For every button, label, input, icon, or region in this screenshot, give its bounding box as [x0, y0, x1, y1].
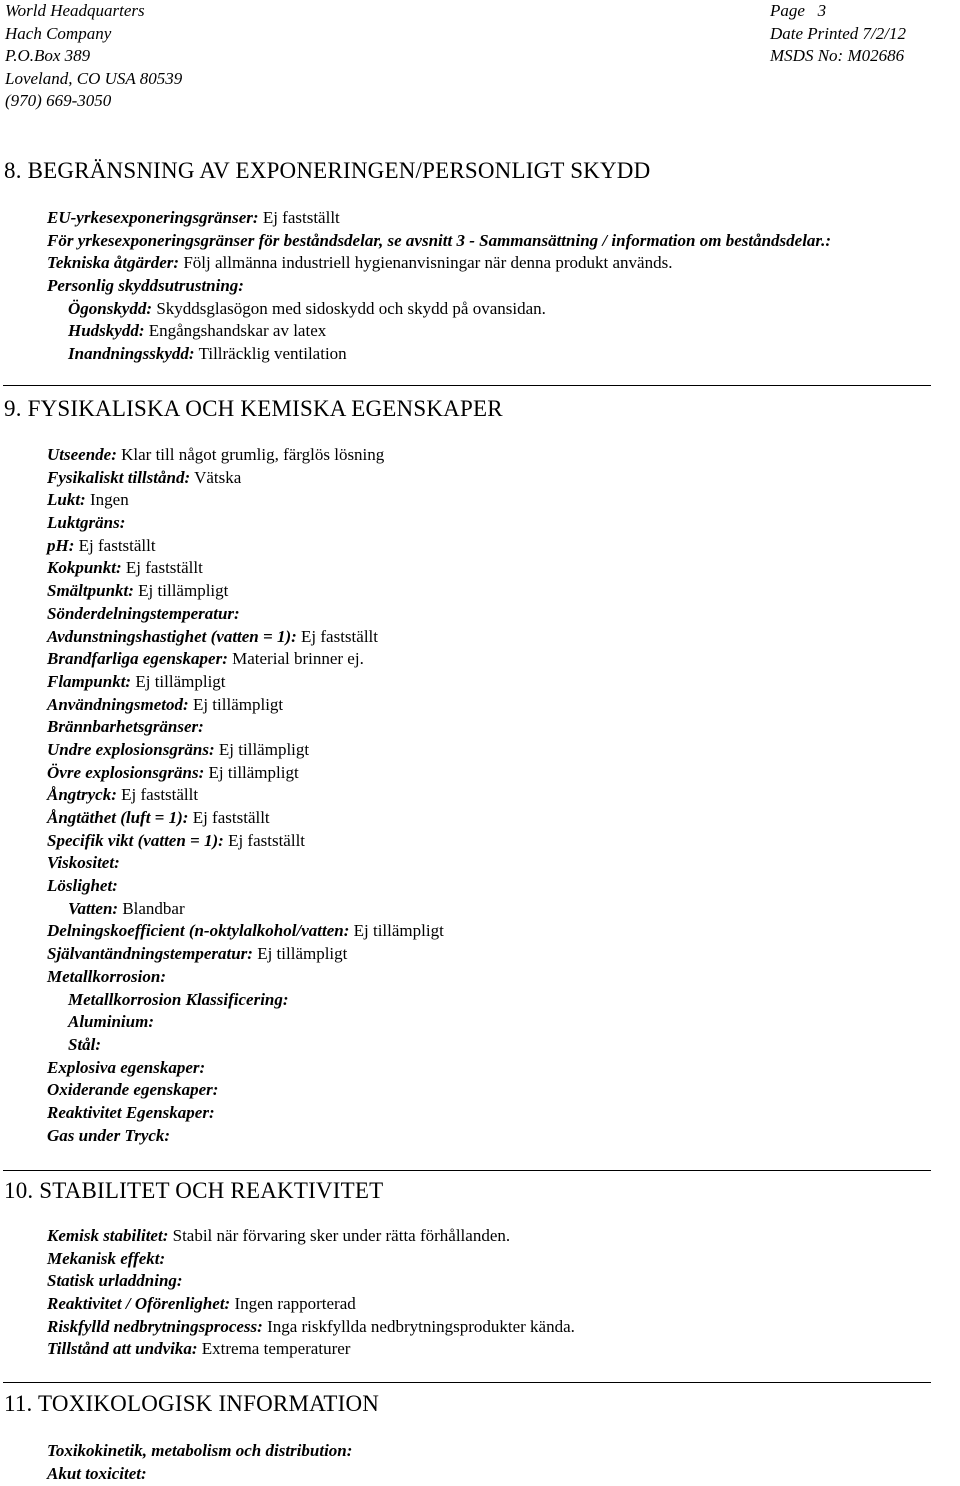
field-value: Tillräcklig ventilation [198, 344, 347, 364]
field-value: Ej tillämpligt [257, 944, 348, 964]
field-label: Fysikaliskt tillstånd: [47, 467, 191, 487]
field-row [47, 1270, 575, 1293]
field-row [47, 807, 444, 830]
field-row [47, 489, 444, 512]
field-row [47, 898, 444, 921]
field-value: Ej fastställt [262, 208, 340, 227]
field-row [47, 989, 444, 1012]
field-value: Följ allmänna industriell hygienanvisningar när denna produkt används. [183, 253, 673, 273]
field-label: Personlig skyddsutrustning: [47, 276, 244, 296]
address-line: (970) 669-3050 [5, 91, 112, 110]
field-label: Ångtryck: [47, 785, 117, 805]
field-row [47, 920, 444, 943]
field-label: Mekanisk effekt: [47, 1248, 166, 1268]
field-value: Material brinner ej. [232, 649, 364, 669]
field-label: Flampunkt: [47, 671, 132, 691]
field-label: Kemisk stabilitet: [47, 1226, 169, 1245]
address-line: World Headquarters [5, 1, 145, 20]
field-label: Reaktivitet / Oförenlighet: [47, 1294, 231, 1314]
field-row [47, 784, 444, 807]
field-value: Ej tillämpligt [353, 921, 444, 941]
field-value: Klar till något grumlig, färglös lösning [121, 445, 385, 464]
field-value: Ej tillämpligt [192, 694, 284, 714]
field-row [47, 694, 444, 717]
field-label: För yrkesexponeringsgränser för beståndsdelar, se avsnitt 3 - Sammansättning / information om beståndsdelar.: [47, 230, 832, 250]
field-label: Undre explosionsgräns: [47, 739, 215, 759]
field-value: Ej fastställt [125, 558, 203, 578]
field-label: Avdunstningshastighet (vatten = 1): [47, 626, 297, 646]
field-row [47, 535, 444, 558]
field-label: Ångtäthet (luft = 1): [47, 808, 189, 827]
field-label: Inandningsskydd: [68, 344, 195, 364]
field-label: Reaktivitet Egenskaper: [47, 1102, 215, 1122]
section-title-9: 9. FYSIKALISKA OCH KEMISKA EGENSKAPER [4, 396, 503, 421]
field-label: Aluminium: [68, 1012, 154, 1032]
field-row [47, 207, 831, 230]
company-address [5, 0, 182, 113]
field-value: Stabil när förvaring sker under rätta förhållanden. [172, 1226, 511, 1245]
page-number: Page 3 [770, 1, 827, 20]
field-row [47, 943, 444, 966]
field-label: Hudskydd: [68, 321, 145, 341]
address-line: Loveland, CO USA 80539 [5, 68, 183, 88]
field-row [47, 1125, 444, 1148]
field-row [47, 275, 831, 298]
field-value: Blandbar [122, 898, 185, 918]
section-9-body [47, 444, 444, 1147]
field-row [47, 716, 444, 739]
field-row [47, 1440, 352, 1463]
field-row [47, 875, 444, 898]
field-value: Vätska [194, 467, 242, 487]
field-label: Stål: [68, 1034, 102, 1054]
field-value: Skyddsglasögon med sidoskydd och skydd på ovansidan. [156, 298, 546, 318]
field-label: Övre explosionsgräns: [47, 762, 205, 782]
section-divider [3, 1382, 931, 1383]
field-value: Ej fastställt [78, 535, 156, 555]
field-row [47, 648, 444, 671]
field-value: Ej fastställt [301, 626, 378, 646]
msds-number: MSDS No: M02686 [770, 46, 905, 65]
field-label: Lukt: [47, 490, 86, 510]
field-row [47, 1293, 575, 1316]
field-label: Brännbarhetsgränser: [47, 717, 204, 737]
field-value: Ej fastställt [228, 830, 306, 850]
field-label: Akut toxicitet: [47, 1463, 147, 1483]
field-label: Oxiderande egenskaper: [47, 1080, 219, 1100]
field-row [47, 252, 831, 275]
section-divider [3, 385, 931, 386]
field-row [47, 830, 444, 853]
field-row [47, 852, 444, 875]
field-value: Ej fastställt [121, 785, 199, 805]
field-label: Smältpunkt: [47, 581, 134, 601]
field-value: Ej tillämpligt [208, 762, 299, 782]
field-value: Ej tillämpligt [218, 739, 310, 759]
field-label: Luktgräns: [47, 513, 126, 533]
field-value: Extrema temperaturer [201, 1339, 351, 1359]
field-label: Användningsmetod: [47, 694, 189, 714]
field-row [47, 626, 444, 649]
field-label: Specifik vikt (vatten = 1): [47, 830, 224, 850]
field-row [47, 1011, 444, 1034]
field-label: Sönderdelningstemperatur: [47, 603, 240, 623]
field-row [47, 966, 444, 989]
section-8-body [47, 207, 831, 366]
field-value: Ej tillämpligt [135, 671, 226, 691]
field-label: Självantändningstemperatur: [47, 944, 253, 964]
field-row [47, 1248, 575, 1271]
field-value: Ej fastställt [192, 808, 270, 827]
field-row [47, 762, 444, 785]
field-label: Tillstånd att undvika: [47, 1339, 198, 1359]
field-label: Statisk urladdning: [47, 1271, 183, 1291]
field-label: Toxikokinetik, metabolism och distribution: [47, 1441, 353, 1460]
address-line: P.O.Box 389 [5, 46, 91, 65]
field-value: Ingen rapporterad [234, 1294, 356, 1314]
field-label: Metallkorrosion: [47, 966, 167, 986]
field-row [47, 1463, 352, 1486]
field-row [47, 444, 444, 467]
date-printed: Date Printed 7/2/12 [770, 23, 906, 43]
field-label: Explosiva egenskaper: [47, 1057, 206, 1077]
field-row [47, 230, 831, 253]
field-value: Ingen [89, 490, 129, 510]
field-row [47, 739, 444, 762]
field-row [47, 603, 444, 626]
section-10-body [47, 1225, 575, 1361]
field-label: Metallkorrosion Klassificering: [68, 989, 289, 1009]
section-divider [3, 1170, 931, 1171]
field-row [47, 1102, 444, 1125]
field-row [47, 1316, 575, 1339]
field-label: Vatten: [68, 898, 119, 918]
field-value: Ej tillämpligt [138, 581, 229, 601]
field-row [47, 1057, 444, 1080]
field-row [47, 1034, 444, 1057]
field-label: pH: [47, 535, 75, 555]
field-label: Utseende: [47, 445, 117, 464]
section-title-8: 8. BEGRÄNSNING AV EXPONERINGEN/PERSONLIGT SKYDD [4, 158, 651, 183]
field-value: Inga riskfyllda nedbrytningsprodukter kända. [267, 1316, 575, 1336]
field-row [47, 557, 444, 580]
field-label: Ögonskydd: [68, 298, 153, 318]
field-row [47, 1079, 444, 1102]
field-label: Tekniska åtgärder: [47, 253, 180, 273]
field-row [47, 671, 444, 694]
field-row [47, 320, 831, 343]
field-label: Delningskoefficient (n-oktylalkohol/vatten: [47, 921, 350, 941]
document-meta [770, 0, 906, 68]
field-row [47, 467, 444, 490]
field-label: Brandfarliga egenskaper: [47, 649, 228, 669]
field-label: Viskositet: [47, 853, 120, 873]
field-row [47, 580, 444, 603]
field-row [47, 512, 444, 535]
field-value: Engångshandskar av latex [148, 321, 327, 341]
field-row [47, 343, 831, 366]
field-row [47, 1338, 575, 1361]
field-label: Löslighet: [47, 876, 118, 896]
section-title-10: 10. STABILITET OCH REAKTIVITET [4, 1178, 384, 1203]
field-row [47, 298, 831, 321]
section-title-11: 11. TOXIKOLOGISK INFORMATION [4, 1391, 380, 1416]
field-row [47, 1225, 575, 1248]
field-label: Riskfylld nedbrytningsprocess: [47, 1316, 263, 1336]
address-line: Hach Company [5, 23, 112, 43]
field-label: Kokpunkt: [47, 558, 122, 578]
field-label: Gas under Tryck: [47, 1125, 171, 1145]
section-11-body [47, 1440, 352, 1485]
field-label: EU-yrkesexponeringsgränser: [47, 208, 259, 227]
